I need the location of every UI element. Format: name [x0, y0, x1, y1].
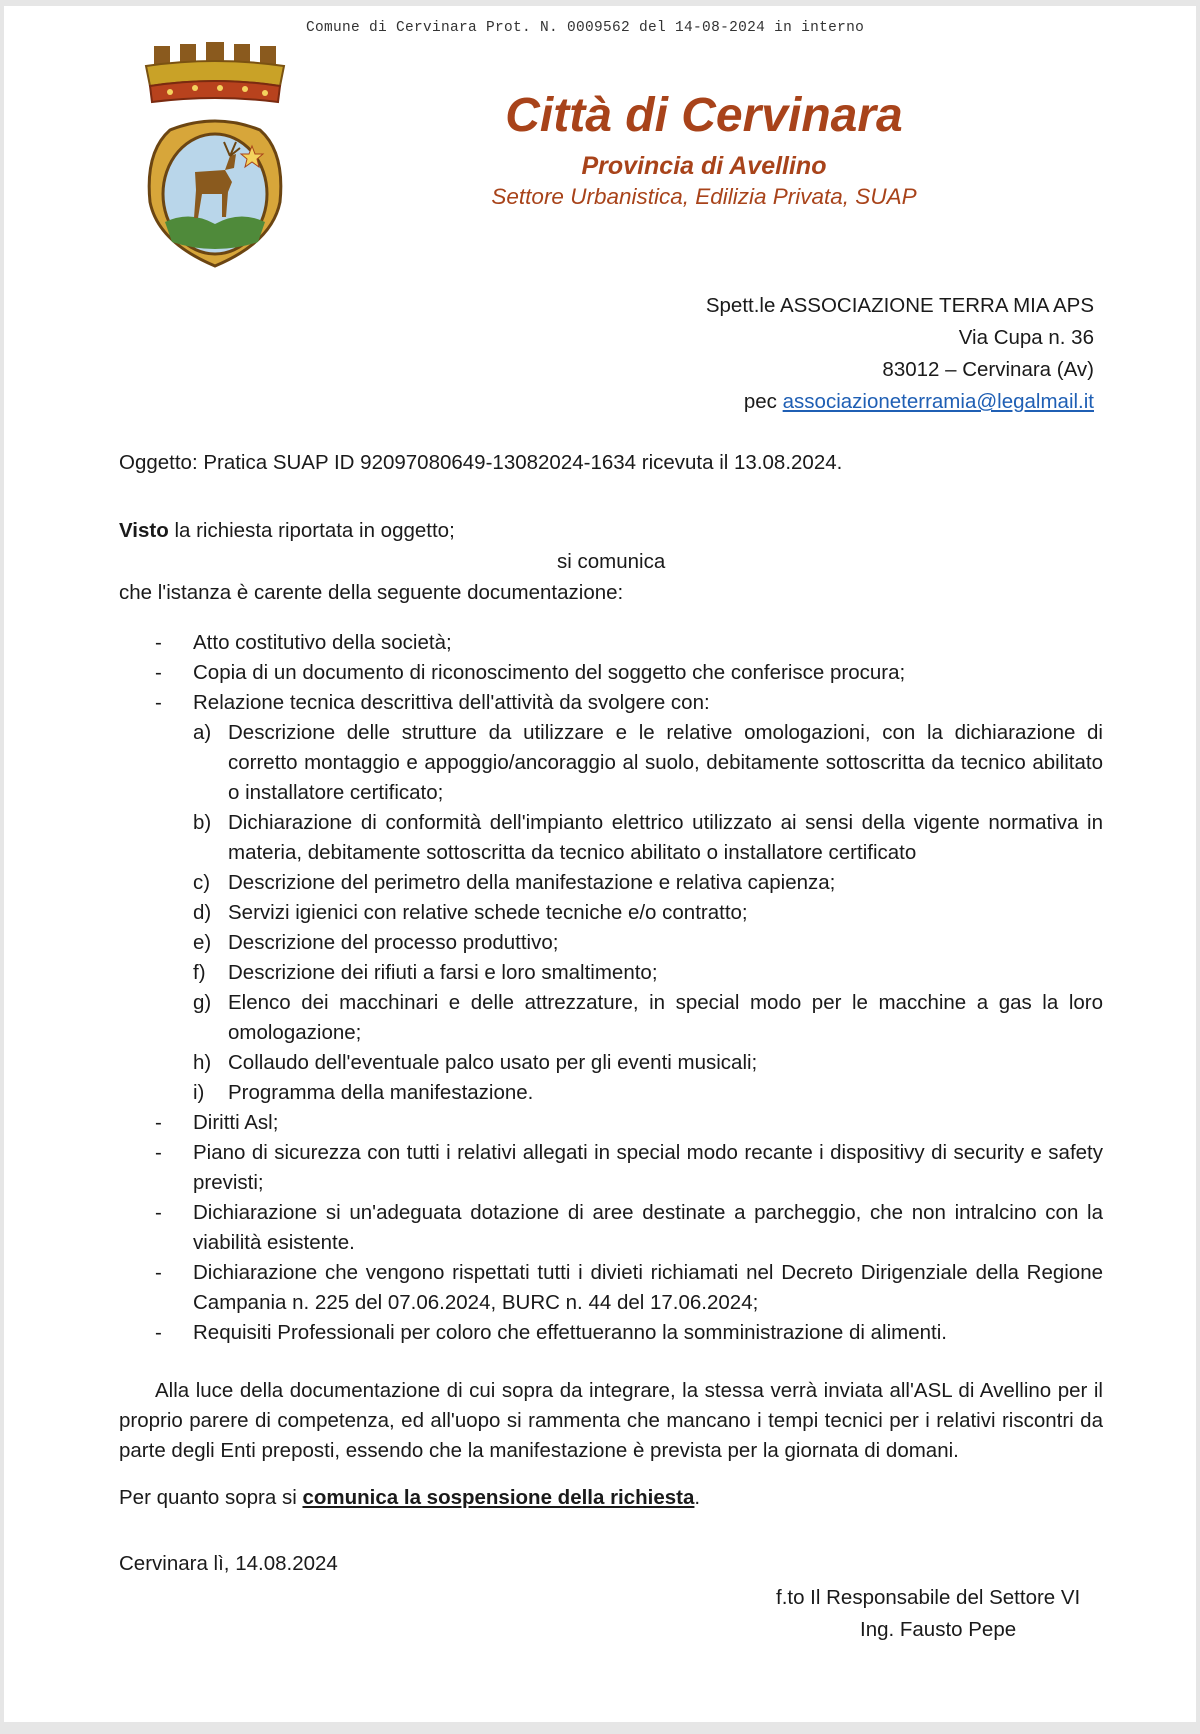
city-title: Città di Cervinara	[505, 89, 903, 142]
visto-rest: la richiesta riportata in oggetto;	[168, 519, 455, 542]
missing-documents-list	[119, 628, 1103, 1348]
visto-line	[119, 519, 1103, 543]
closing-paragraph: Alla luce della documentazione di cui sopra da integrare, la stessa verrà inviata all'ASL di Avellino per il proprio parere di competenza, ed all'uopo si rammenta che mancano i tempi tecnici per i relativi riscontri da parte degli Enti preposti, essendo che la manifestazione è prevista per la giornata di domani.	[119, 1379, 1103, 1462]
list-item: - Copia di un documento di riconoscimento del soggetto che conferisce procura;	[155, 661, 906, 684]
place-date: Cervinara lì, 14.08.2024	[119, 1552, 338, 1575]
sub-item-h: h) Collaudo dell'eventuale palco usato per gli eventi musicali;	[193, 1051, 758, 1074]
signature-name: Ing. Fausto Pepe	[860, 1618, 1017, 1641]
sub-item-f: f) Descrizione dei rifiuti a farsi e loro smaltimento;	[193, 961, 658, 984]
conclusion-line: Per quanto sopra si comunica la sospensione della richiesta.	[119, 1486, 701, 1509]
intro-line: che l'istanza è carente della seguente documentazione:	[119, 581, 624, 604]
sub-item-e: e) Descrizione del processo produttivo;	[193, 931, 559, 954]
visto-bold: Visto	[119, 519, 169, 542]
sub-item-b: b) Dichiarazione di conformità dell'impianto elettrico utilizzato ai sensi della vigente normativa in materia, debitamente sottoscritta da tecnico abilitato o installatore certificato	[193, 811, 1103, 864]
sub-item-g: g) Elenco dei macchinari e delle attrezzature, in special modo per le macchine a gas la loro omologazione;	[193, 991, 1103, 1044]
sub-item-d: d) Servizi igienici con relative schede tecniche e/o contratto;	[193, 901, 748, 924]
recipient-city: 83012 – Cervinara (Av)	[882, 358, 1094, 381]
list-item: - Relazione tecnica descrittiva dell'attività da svolgere con:	[155, 691, 710, 714]
recipient-pec	[706, 386, 1094, 418]
suspension-notice: comunica la sospensione della richiesta	[302, 1486, 695, 1509]
list-item: - Diritti Asl;	[155, 1111, 279, 1134]
list-item: - Dichiarazione si un'adeguata dotazione di aree destinate a parcheggio, che non intralcino con la viabilità esistente.	[155, 1201, 1103, 1254]
protocol-stamp: Comune di Cervinara Prot. N. 0009562 del 14-08-2024 in interno	[306, 20, 865, 36]
list-item: - Piano di sicurezza con tutti i relativi allegati in special modo recante i dispositivy di security e safety previsti;	[155, 1141, 1103, 1194]
pec-email-link[interactable]: associazioneterramia@legalmail.it	[782, 390, 1094, 413]
sub-item-c: c) Descrizione del perimetro della manifestazione e relativa capienza;	[193, 871, 836, 894]
letter-page	[4, 6, 1196, 1722]
province-subtitle: Provincia di Avellino	[581, 152, 827, 180]
pec-label: pec	[743, 390, 777, 413]
list-item: - Dichiarazione che vengono rispettati tutti i divieti richiamati nel Decreto Dirigenziale della Regione Campania n. 225 del 07.06.2024, BURC n. 44 del 17.06.2024;	[155, 1261, 1103, 1314]
sub-item-i: i) Programma della manifestazione.	[193, 1081, 534, 1104]
signature-role: f.to Il Responsabile del Settore VI	[776, 1586, 1081, 1609]
list-item: - Requisiti Professionali per coloro che effettueranno la somministrazione di alimenti.	[155, 1321, 947, 1344]
recipient-name: Spett.le ASSOCIAZIONE TERRA MIA APS	[705, 294, 1094, 317]
recipient-street: Via Cupa n. 36	[958, 326, 1094, 349]
list-item: - Atto costitutivo della società;	[155, 631, 452, 654]
recipient-address	[706, 290, 1094, 418]
si-comunica: si comunica	[557, 550, 666, 573]
subject-line: Oggetto: Pratica SUAP ID 92097080649-13082024-1634 ricevuta il 13.08.2024.	[119, 451, 843, 474]
sector-subtitle: Settore Urbanistica, Edilizia Privata, SUAP	[491, 184, 917, 209]
sub-item-a: a) Descrizione delle strutture da utilizzare e le relative omologazioni, con la dichiarazione di corretto montaggio e appoggio/ancoraggio al suolo, debitamente sottoscritta da tecnico abilitato o installatore certificato;	[193, 721, 1103, 804]
cervinara-coat-of-arms	[140, 42, 290, 272]
